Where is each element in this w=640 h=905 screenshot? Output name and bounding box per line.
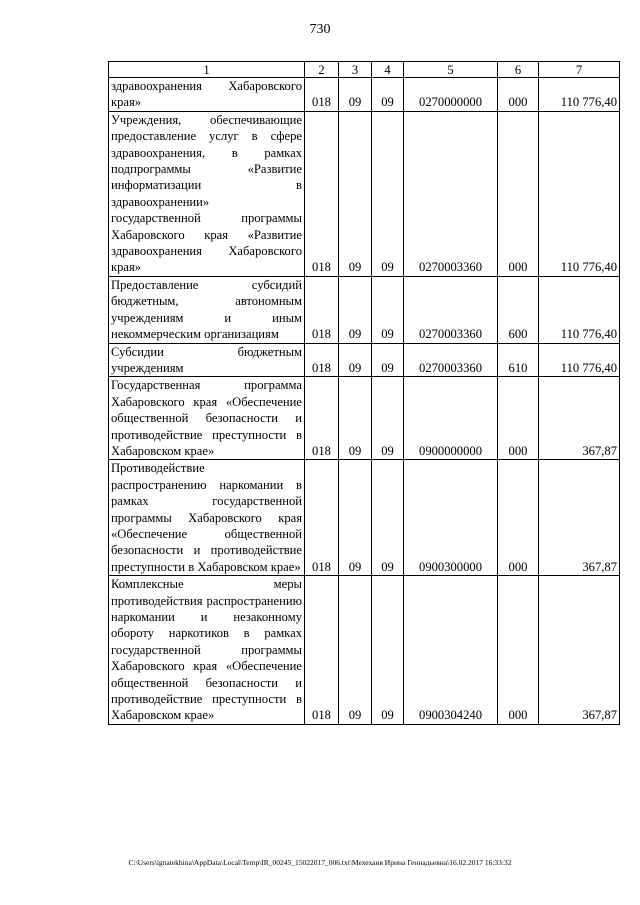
section-code: 09: [339, 111, 372, 276]
column-header: 5: [404, 62, 498, 78]
amount: 110 776,40: [539, 343, 620, 377]
section-code: 09: [339, 576, 372, 725]
amount: 110 776,40: [539, 111, 620, 276]
target-article-code: 0900304240: [404, 576, 498, 725]
column-header: 7: [539, 62, 620, 78]
amount: 367,87: [539, 460, 620, 576]
column-header: 3: [339, 62, 372, 78]
footer-file-path: C:\Users\ignatekhina\AppData\Local\Temp\IR_00245_15022017_006.txt\Мехеханя Ирина Геннадьевна\16.02.2017 16:33:32: [128, 858, 512, 867]
target-article-code: 0900000000: [404, 377, 498, 460]
target-article-code: 0270003360: [404, 276, 498, 343]
row-description: здравоохранения Хабаровского края»: [109, 78, 305, 112]
section-code: 09: [339, 343, 372, 377]
subsection-code: 09: [372, 460, 404, 576]
row-description: Учреждения, обеспечивающие предоставление услуг в сфере здравоохранения, в рамках подпрограммы «Развитие информатизации в здравоохранении» государственной программы Хабаровского края «Развитие здравоохранения Хабаровского края»: [109, 111, 305, 276]
column-header: 4: [372, 62, 404, 78]
row-description: Субсидии бюджетным учреждениям: [109, 343, 305, 377]
column-header-row: [109, 62, 620, 78]
expense-type-code: 000: [498, 576, 539, 725]
target-article-code: 0270003360: [404, 343, 498, 377]
section-code: 09: [339, 460, 372, 576]
target-article-code: 0270003360: [404, 111, 498, 276]
ministry-code: 018: [305, 78, 339, 112]
page-number: 730: [309, 22, 331, 37]
column-header: 6: [498, 62, 539, 78]
expense-type-code: 000: [498, 78, 539, 112]
expense-type-code: 000: [498, 460, 539, 576]
subsection-code: 09: [372, 377, 404, 460]
amount: 110 776,40: [539, 276, 620, 343]
ministry-code: 018: [305, 276, 339, 343]
table-row: [109, 343, 620, 377]
row-description: Противодействие распространению наркомании в рамках государственной программы Хабаровского края «Обеспечение общественной безопасности и противодействие преступности в Хабаровском крае»: [109, 460, 305, 576]
ministry-code: 018: [305, 576, 339, 725]
table-row: [109, 377, 620, 460]
expense-type-code: 000: [498, 111, 539, 276]
table-row: [109, 111, 620, 276]
amount: 367,87: [539, 576, 620, 725]
amount: 110 776,40: [539, 78, 620, 112]
ministry-code: 018: [305, 111, 339, 276]
expense-type-code: 610: [498, 343, 539, 377]
budget-table: [108, 61, 620, 725]
section-code: 09: [339, 377, 372, 460]
section-code: 09: [339, 276, 372, 343]
ministry-code: 018: [305, 343, 339, 377]
table-row: [109, 460, 620, 576]
column-header: 2: [305, 62, 339, 78]
expense-type-code: 600: [498, 276, 539, 343]
ministry-code: 018: [305, 377, 339, 460]
amount: 367,87: [539, 377, 620, 460]
column-header: 1: [109, 62, 305, 78]
row-description: Предоставление субсидий бюджетным, автономным учреждениям и иным некоммерческим организациям: [109, 276, 305, 343]
subsection-code: 09: [372, 276, 404, 343]
ministry-code: 018: [305, 460, 339, 576]
subsection-code: 09: [372, 343, 404, 377]
table-row: [109, 276, 620, 343]
row-description: Комплексные меры противодействия распространению наркомании и незаконному обороту наркотиков в рамках государственной программы Хабаровского края «Обеспечение общественной безопасности и противодействие преступности в Хабаровском крае»: [109, 576, 305, 725]
subsection-code: 09: [372, 576, 404, 725]
target-article-code: 0270000000: [404, 78, 498, 112]
table-row: [109, 78, 620, 112]
expense-type-code: 000: [498, 377, 539, 460]
row-description: Государственная программа Хабаровского края «Обеспечение общественной безопасности и противодействие преступности в Хабаровском крае»: [109, 377, 305, 460]
subsection-code: 09: [372, 111, 404, 276]
subsection-code: 09: [372, 78, 404, 112]
table-row: [109, 576, 620, 725]
target-article-code: 0900300000: [404, 460, 498, 576]
section-code: 09: [339, 78, 372, 112]
